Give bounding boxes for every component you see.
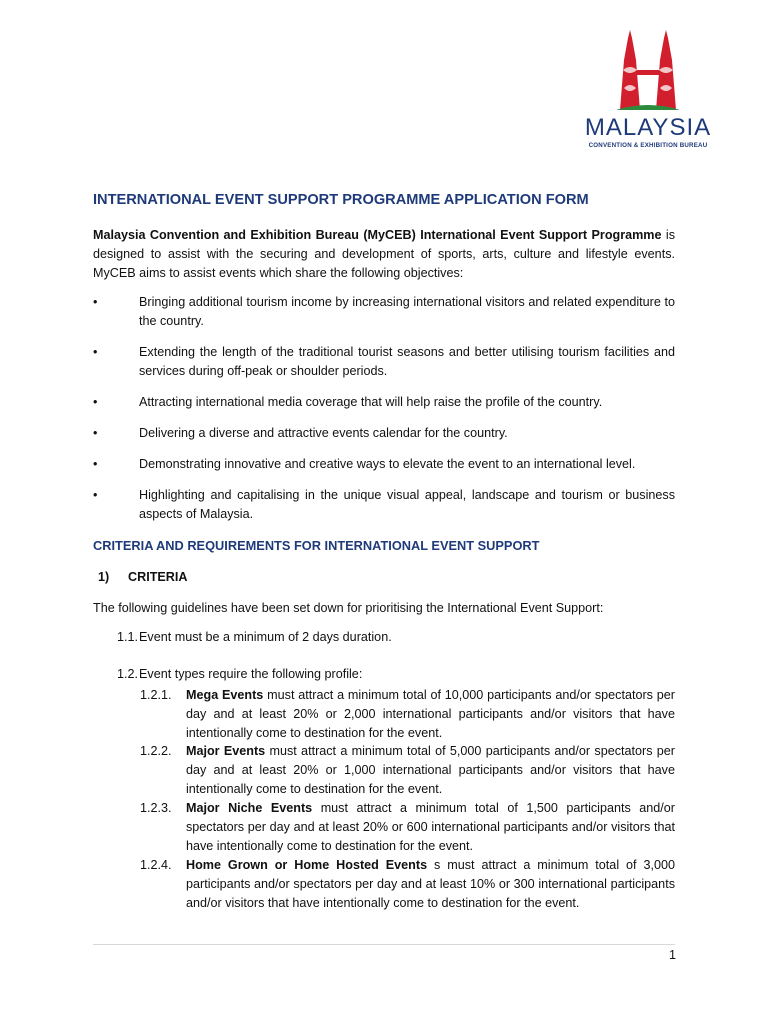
logo-subtitle: CONVENTION & EXHIBITION BUREAU [588, 142, 708, 149]
page-number: 1 [668, 948, 676, 962]
guidelines-text: The following guidelines have been set down for prioritising the International Event Support: [93, 601, 604, 615]
profile-type: Mega Events [186, 688, 264, 702]
profile-number: 1.2.3. [140, 801, 172, 815]
criteria-item [117, 667, 362, 681]
bullet-icon: • [93, 457, 98, 471]
bullet-icon: • [93, 345, 98, 359]
objective-text: Delivering a diverse and attractive events calendar for the country. [139, 426, 508, 440]
profile-text: must attract a minimum total of 1,500 participants and/or spectators per day and at least 20% or 600 international participants and/or visitors that have intentionally come to destination for the event. [186, 801, 675, 853]
intro-rest: is designed to assist with the securing and development of sports, arts, culture and lifestyle events. MyCEB aims to assist events which share the following objectives: [93, 228, 675, 280]
profile-type: Major Niche Events [186, 801, 313, 815]
intro-paragraph [93, 226, 675, 283]
objective-text: Highlighting and capitalising in the unique visual appeal, landscape and tourism or business aspects of Malaysia. [139, 488, 675, 521]
malaysia-logo [578, 30, 718, 152]
bullet-icon: • [93, 426, 98, 440]
criteria-heading: CRITERIA AND REQUIREMENTS FOR INTERNATIONAL EVENT SUPPORT [93, 538, 540, 553]
bullet-icon: • [93, 295, 98, 309]
profile-type: Major Events [186, 744, 266, 758]
profile-number: 1.2.2. [140, 744, 172, 758]
profile-text: s must attract a minimum total of 3,000 participants and/or spectators per day and at least 10% or 300 international participants and/or visitors that have intentionally come to destination for the event. [186, 858, 675, 910]
bullet-icon: • [93, 488, 98, 502]
logo-wordmark: MALAYSIA [584, 114, 712, 141]
criteria-number: 1) [98, 570, 110, 584]
page-title: INTERNATIONAL EVENT SUPPORT PROGRAMME APPLICATION FORM [93, 192, 589, 208]
criteria-item-number: 1.1. [117, 630, 139, 644]
footer-divider [93, 944, 675, 945]
criteria-item-text: Event types require the following profile: [139, 667, 363, 681]
criteria-item [117, 630, 392, 644]
criteria-label: CRITERIA [128, 570, 188, 584]
twin-towers-logo-icon [614, 30, 682, 112]
bullet-icon: • [93, 395, 98, 409]
objective-text: Bringing additional tourism income by increasing international visitors and related expenditure to the country. [139, 295, 675, 328]
profile-type: Home Grown or Home Hosted Events [186, 858, 428, 872]
objective-text: Attracting international media coverage that will help raise the profile of the country. [139, 395, 603, 409]
profile-text: must attract a minimum total of 5,000 participants and/or spectators per day and at least 20% or 1,000 international participants and/or visitors that have intentionally come to destination for the event. [186, 744, 675, 796]
objective-text: Demonstrating innovative and creative ways to elevate the event to an international level. [139, 457, 636, 471]
intro-org: Malaysia Convention and Exhibition Bureau (MyCEB) International Event Support Programme [93, 228, 662, 242]
profile-number: 1.2.4. [140, 858, 172, 872]
profile-number: 1.2.1. [140, 688, 172, 702]
criteria-item-text: Event must be a minimum of 2 days duration. [139, 630, 392, 644]
objective-text: Extending the length of the traditional tourist seasons and better utilising tourism facilities and services during off-peak or shoulder periods. [139, 345, 675, 378]
criteria-item-number: 1.2. [117, 667, 139, 681]
profile-text: must attract a minimum total of 10,000 participants and/or spectators per day and at least 20% or 2,000 international participants and/or visitors that have intentionally come to destination for the event. [186, 688, 676, 740]
